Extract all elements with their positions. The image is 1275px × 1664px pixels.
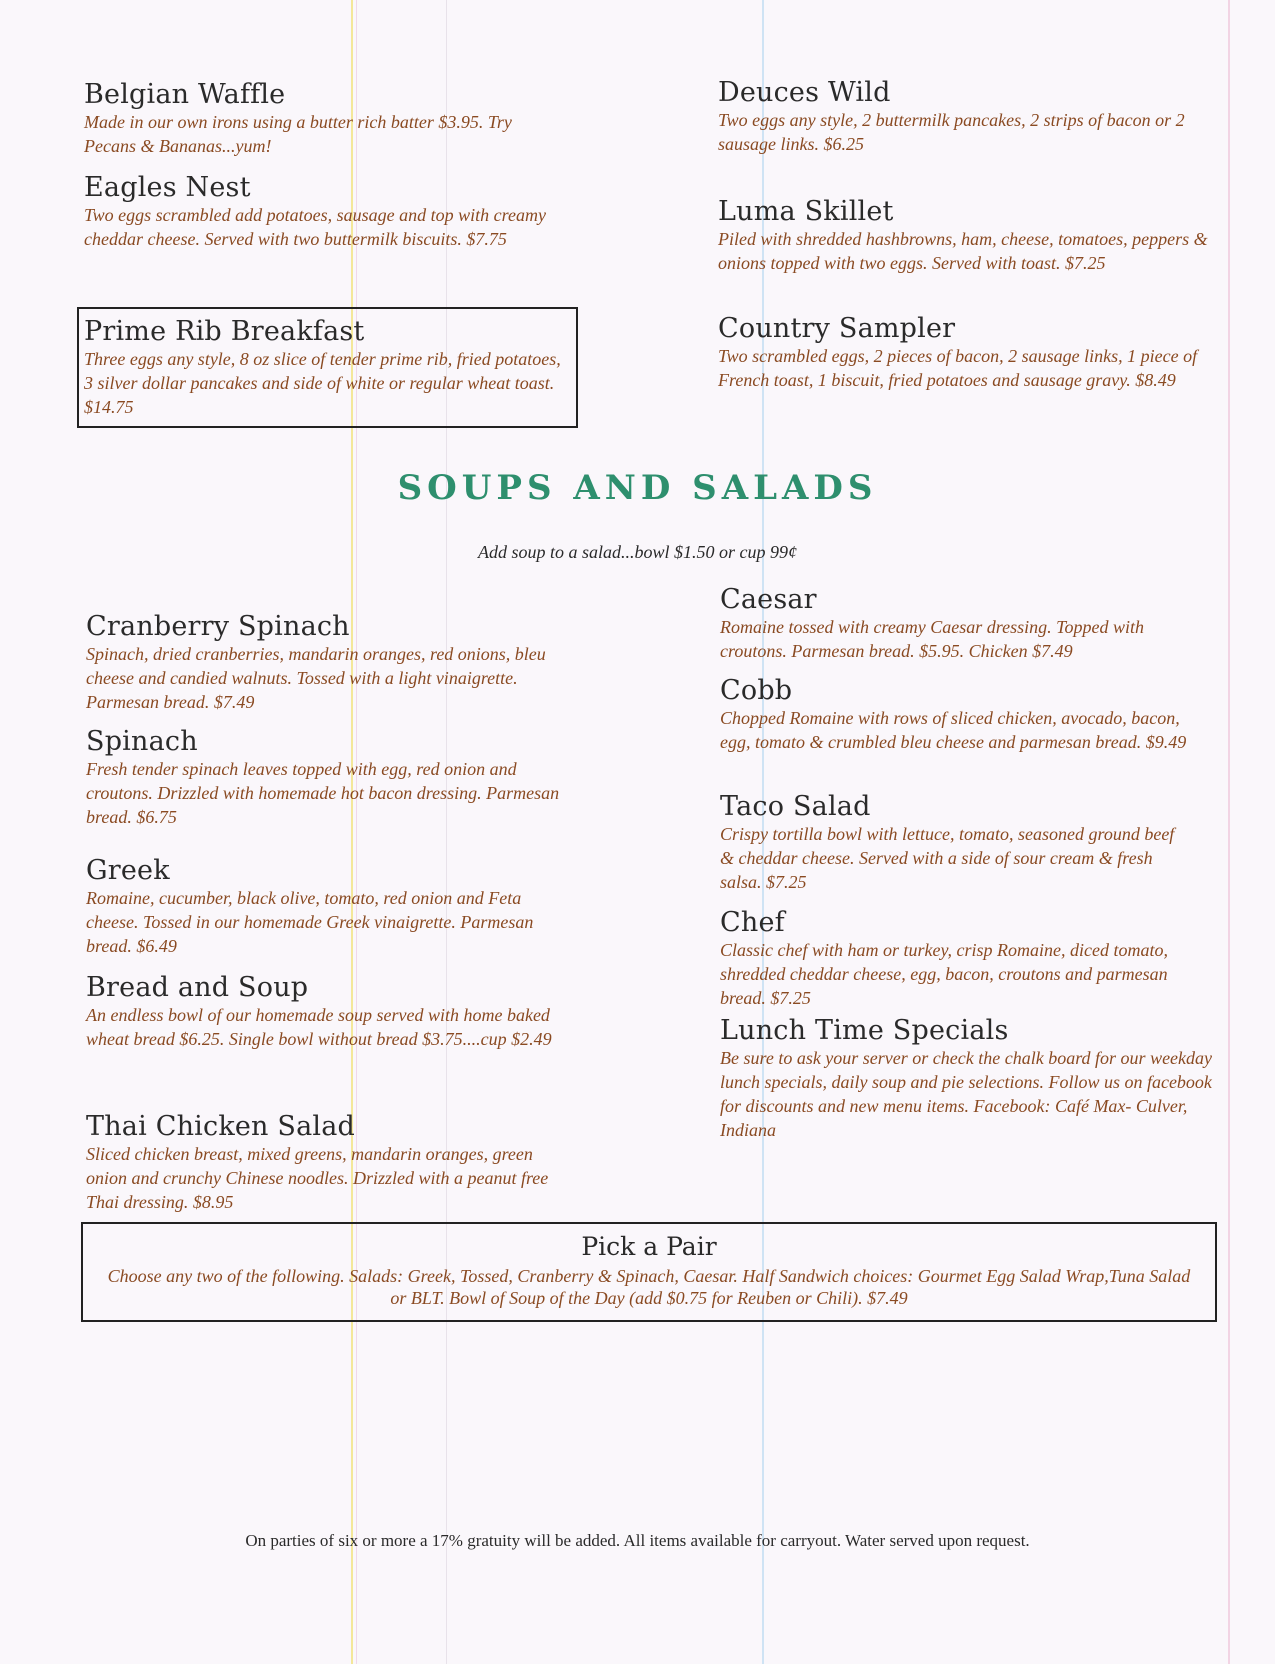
menu-item-chef <box>720 908 1220 1010</box>
item-description: Sliced chicken breast, mixed greens, mandarin oranges, green onion and crunchy Chinese noodles. Drizzled with a peanut free Thai dressing. $8.95 <box>86 1144 549 1212</box>
item-name: Cobb <box>720 675 793 706</box>
item-name: Prime Rib Breakfast <box>84 316 365 347</box>
item-name: Spinach <box>86 726 198 757</box>
item-name: Lunch Time Specials <box>720 1015 1009 1046</box>
footer-note: On parties of six or more a 17% gratuity will be added. All items available for carryout. Water served upon request. <box>245 1531 1030 1550</box>
item-description: Spinach, dried cranberries, mandarin oranges, red onions, bleu cheese and candied walnuts. Tossed with a light vinaigrette. Parmesan bread. $7.49 <box>86 644 546 712</box>
item-description: Classic chef with ham or turkey, crisp Romaine, diced tomato, shredded cheddar cheese, egg, bacon, croutons and parmesan bread. $7.25 <box>720 940 1168 1008</box>
item-name: Country Sampler <box>718 313 956 344</box>
item-name: Belgian Waffle <box>84 79 286 110</box>
item-description: Two eggs scrambled add potatoes, sausage and top with creamy cheddar cheese. Served with two buttermilk biscuits. $7.75 <box>84 205 546 249</box>
item-name: Bread and Soup <box>86 972 309 1003</box>
menu-item-cobb <box>720 676 1220 754</box>
item-description: Crispy tortilla bowl with lettuce, tomato, seasoned ground beef & cheddar cheese. Served with a side of sour cream & fresh salsa. $7.25 <box>720 824 1175 892</box>
pick-a-pair-description: Choose any two of the following. Salads: Greek, Tossed, Cranberry & Spinach, Caesar. Half Sandwich choices: Gourmet Egg Salad Wrap,Tuna Salad or BLT. Bowl of Soup of the Day (add $0.75 for Reuben or Chili). $7.49 <box>107 1266 1191 1308</box>
item-description: Be sure to ask your server or check the chalk board for our weekday lunch specials, daily soup and pie selections. Follow us on facebook for discounts and new menu items. Facebook: Café Max- Culver, Indiana <box>720 1048 1213 1140</box>
menu-item-thai-chicken-salad <box>86 1112 586 1214</box>
item-name: Chef <box>720 907 785 938</box>
item-description: Piled with shredded hashbrowns, ham, cheese, tomatoes, peppers & onions topped with two eggs. Served with toast. $7.25 <box>718 229 1208 273</box>
item-name: Deuces Wild <box>718 77 891 108</box>
item-name: Taco Salad <box>720 791 871 822</box>
item-description: Chopped Romaine with rows of sliced chicken, avocado, bacon, egg, tomato & crumbled bleu cheese and parmesan bread. $9.49 <box>720 708 1187 752</box>
section-note: Add soup to a salad...bowl $1.50 or cup 99¢ <box>477 542 797 562</box>
item-name: Caesar <box>720 584 817 615</box>
item-description: An endless bowl of our homemade soup served with home baked wheat bread $6.25. Single bowl without bread $3.75....cup $2.49 <box>86 1005 552 1049</box>
menu-item-taco-salad <box>720 792 1220 894</box>
pick-a-pair-title: Pick a Pair <box>581 1232 717 1261</box>
menu-item-greek <box>86 856 586 958</box>
menu-item-lunch-time-specials <box>720 1016 1220 1142</box>
item-description: Fresh tender spinach leaves topped with egg, red onion and croutons. Drizzled with homemade hot bacon dressing. Parmesan bread. $6.75 <box>86 759 560 827</box>
menu-item-eagles-nest <box>84 173 584 251</box>
menu-item-spinach <box>86 727 586 829</box>
item-name: Thai Chicken Salad <box>86 1111 356 1142</box>
menu-item-cranberry-spinach <box>86 612 586 714</box>
menu-item-deuces-wild <box>718 78 1218 156</box>
menu-item-belgian-waffle <box>84 80 584 158</box>
item-description: Romaine tossed with creamy Caesar dressing. Topped with croutons. Parmesan bread. $5.95. Chicken $7.49 <box>720 617 1144 661</box>
item-description: Three eggs any style, 8 oz slice of tender prime rib, fried potatoes, 3 silver dollar pancakes and side of white or regular wheat toast. $14.75 <box>84 349 561 417</box>
item-name: Luma Skillet <box>718 196 894 227</box>
item-name: Greek <box>86 855 170 886</box>
item-description: Two eggs any style, 2 buttermilk pancakes, 2 strips of bacon or 2 sausage links. $6.25 <box>718 110 1185 154</box>
menu-item-prime-rib-breakfast <box>84 317 584 419</box>
menu-item-bread-and-soup <box>86 973 586 1051</box>
menu-item-luma-skillet <box>718 197 1218 275</box>
item-description: Two scrambled eggs, 2 pieces of bacon, 2 sausage links, 1 piece of French toast, 1 biscuit, fried potatoes and sausage gravy. $8.49 <box>718 346 1198 390</box>
section-title: SOUPS AND SALADS <box>397 468 878 508</box>
item-description: Romaine, cucumber, black olive, tomato, red onion and Feta cheese. Tossed in our homemade Greek vinaigrette. Parmesan bread. $6.49 <box>86 888 534 956</box>
item-name: Eagles Nest <box>84 172 251 203</box>
pick-a-pair-box <box>81 1222 1217 1322</box>
item-name: Cranberry Spinach <box>86 611 350 642</box>
scan-line-pink-right <box>1228 0 1230 1664</box>
menu-item-caesar <box>720 585 1220 663</box>
item-description: Made in our own irons using a butter rich batter $3.95. Try Pecans & Bananas...yum! <box>84 112 512 156</box>
menu-item-country-sampler <box>718 314 1218 392</box>
